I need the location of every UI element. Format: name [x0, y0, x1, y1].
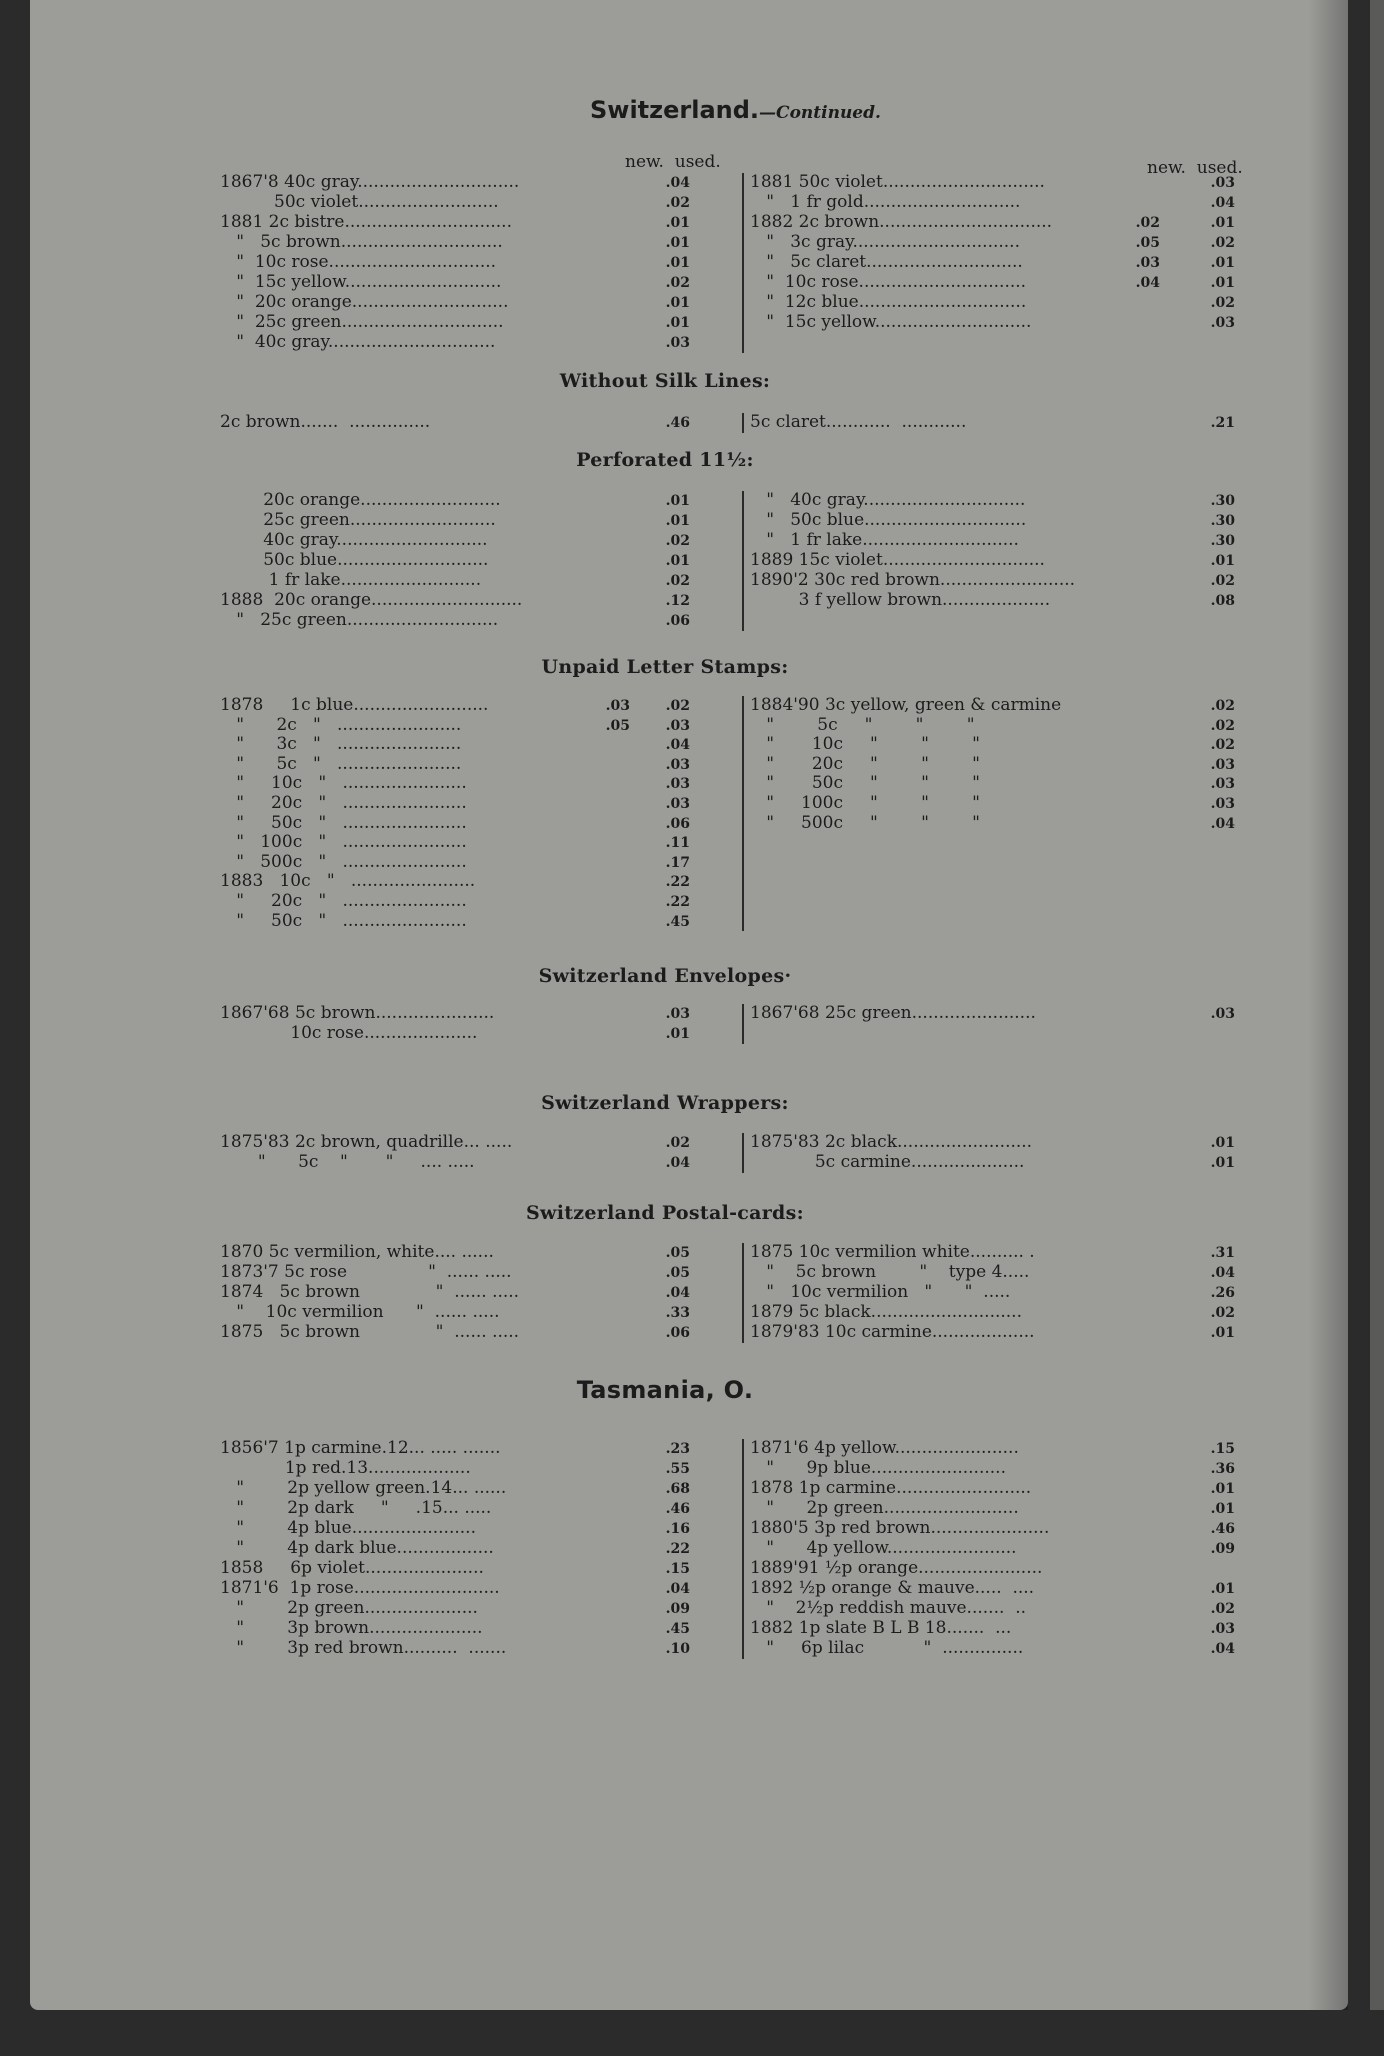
sec1-left-row-text: 1867'8 40c gray.............................. — [220, 173, 520, 192]
postal_cards-left-row-used: .33 — [665, 1305, 690, 1321]
unpaid-left-row-text: " 500c " ....................... — [220, 852, 467, 872]
sec1-left-row-used: .03 — [665, 335, 690, 351]
envelopes-left-row-used: .01 — [665, 1026, 690, 1042]
unpaid-right-row-used: .03 — [1210, 796, 1235, 812]
perforated-left-row-used: .01 — [665, 553, 690, 569]
col-header-left: new. used. — [625, 152, 721, 172]
postal_cards-right-row-used: .04 — [1210, 1265, 1235, 1281]
tasmania-right-row-used: .01 — [1210, 1581, 1235, 1597]
unpaid-left-row-text: 1883 10c " ....................... — [220, 872, 476, 892]
tasmania-left-row-text: 1856'7 1p carmine.12... ..... ....... — [220, 1439, 501, 1458]
perforated-left-row-used: .12 — [665, 593, 690, 609]
without_silk-heading: Without Silk Lines: — [559, 370, 771, 392]
tasmania-right-row-text: 1871'6 4p yellow....................... — [750, 1439, 1019, 1458]
unpaid-right-row-used: .03 — [1210, 756, 1235, 773]
sec1-right-row-used: .02 — [1210, 235, 1235, 251]
unpaid-left-row-used: .04 — [665, 737, 690, 754]
tasmania-left-row-used: .22 — [665, 1541, 690, 1557]
tasmania-left-row-used: .68 — [665, 1481, 690, 1497]
unpaid-left-row-text: " 100c " ....................... — [220, 833, 467, 853]
postal_cards-left-row-used: .05 — [665, 1245, 690, 1261]
envelopes-left-row-used: .03 — [665, 1006, 690, 1022]
postal_cards-left-row-text: 1874 5c brown " ...... ..... — [220, 1283, 520, 1302]
sec1-right-row-new: .04 — [1135, 275, 1160, 291]
title-text: Switzerland. — [590, 96, 760, 124]
unpaid-left-row-used: .03 — [665, 776, 690, 793]
col-header-right: new. used. — [1147, 158, 1243, 178]
postal_cards-left-row-text: 1873'7 5c rose " ...... ..... — [220, 1263, 512, 1282]
sec1-left-row-text: " 40c gray............................... — [220, 333, 496, 352]
postal_cards-right-row-used: .02 — [1210, 1305, 1235, 1321]
wrappers-right-row-used: .01 — [1210, 1155, 1235, 1171]
unpaid-right-row-text: " 20c " " " — [750, 754, 980, 774]
perforated-left-row-text: " 25c green............................ — [220, 611, 499, 630]
perforated-column-divider — [742, 491, 744, 631]
tasmania-right-row-used: .02 — [1210, 1601, 1235, 1617]
tasmania-column-divider — [742, 1439, 744, 1659]
sec1-left-row-used: .02 — [665, 195, 690, 211]
unpaid-left-row-used: .06 — [665, 815, 690, 832]
unpaid-right-row-used: .02 — [1210, 717, 1235, 734]
tasmania-left-row-text: " 4p blue....................... — [220, 1519, 476, 1538]
postal_cards-heading: Switzerland Postal-cards: — [526, 1202, 804, 1224]
tasmania-left-row-used: .55 — [665, 1461, 690, 1477]
unpaid-left-row-text: " 50c " ....................... — [220, 911, 467, 931]
unpaid-left-row-new: .05 — [605, 717, 630, 734]
unpaid-left-row-used: .22 — [665, 894, 690, 910]
unpaid-left-row-used: .02 — [665, 698, 690, 714]
sec1-left-row-used: .04 — [665, 175, 690, 191]
postal_cards-right-row-used: .01 — [1210, 1325, 1235, 1341]
unpaid-left-row-text: " 20c " ....................... — [220, 794, 467, 813]
without_silk-right-row-text: 5c claret............ ............ — [750, 413, 967, 432]
wrappers-left-row-used: .02 — [665, 1135, 690, 1151]
unpaid-left-row-text: " 3c " ....................... — [220, 735, 462, 755]
tasmania-left-row-used: .46 — [665, 1501, 690, 1517]
perforated-left-row-text: 20c orange.......................... — [220, 491, 501, 510]
without_silk-left-row-text: 2c brown....... ............... — [220, 413, 431, 432]
perforated-left-row-text: 40c gray............................ — [220, 531, 488, 550]
unpaid-left-row-used: .17 — [665, 854, 690, 871]
tasmania-left-row-used: .09 — [665, 1601, 690, 1617]
unpaid-right-row-used: .03 — [1210, 776, 1235, 793]
unpaid-left-row-used: .11 — [665, 835, 690, 852]
postal_cards-right-row-used: .26 — [1210, 1285, 1235, 1301]
unpaid-right-row-text: " 50c " " " — [750, 774, 980, 794]
tasmania-left-row-text: " 2p green..................... — [220, 1599, 478, 1618]
tasmania-left-row-text: " 4p dark blue.................. — [220, 1539, 494, 1558]
postal_cards-right-row-text: " 10c vermilion " " ..... — [750, 1283, 1011, 1302]
perforated-left-row-used: .02 — [665, 533, 690, 549]
perforated-left-row-text: 25c green........................... — [220, 511, 496, 530]
sec1-right-row-used: .01 — [1210, 275, 1235, 291]
perforated-left-row-used: .01 — [665, 513, 690, 529]
unpaid-left-row-used: .22 — [665, 874, 690, 891]
unpaid-left-row-text: " 5c " ....................... — [220, 754, 462, 774]
envelopes-left-row-text: 10c rose..................... — [220, 1024, 478, 1043]
unpaid-right-row-text: " 100c " " " — [750, 794, 980, 813]
envelopes-right-row-used: .03 — [1210, 1006, 1235, 1022]
wrappers-left-row-text: " 5c " " .... ..... — [220, 1153, 475, 1172]
unpaid-left-row-text: " 50c " ....................... — [220, 813, 467, 833]
sec1-right-row-new: .02 — [1135, 215, 1160, 231]
perforated-left-row-used: .06 — [665, 613, 690, 629]
postal_cards-left-row-used: .04 — [665, 1285, 690, 1301]
postal_cards-right-row-text: 1875 10c vermilion white.......... . — [750, 1243, 1035, 1262]
tasmania-left-row-used: .15 — [665, 1561, 690, 1577]
catalog-page — [30, 0, 1348, 2010]
perforated-right-row-used: .30 — [1210, 493, 1235, 509]
without_silk-column-divider — [742, 413, 744, 433]
tasmania-right-row-used: .15 — [1210, 1441, 1235, 1457]
postal_cards-column-divider — [742, 1243, 744, 1343]
tasmania-left-row-text: 1858 6p violet...................... — [220, 1559, 484, 1578]
tasmania-right-row-used: .01 — [1210, 1481, 1235, 1497]
tasmania-right-row-used: .01 — [1210, 1501, 1235, 1517]
unpaid-left-row-text: 1878 1c blue......................... — [220, 696, 489, 715]
tasmania-right-row-text: 1889'91 ½p orange....................... — [750, 1559, 1043, 1578]
sec1-right-row-text: " 1 fr gold............................. — [750, 193, 1021, 212]
perforated-right-row-text: " 1 fr lake............................. — [750, 531, 1019, 550]
tasmania-left-row-used: .04 — [665, 1581, 690, 1597]
perforated-right-row-text: 3 f yellow brown.................... — [750, 591, 1051, 610]
page-edge-shadow — [1370, 0, 1384, 2010]
sec1-left-row-used: .01 — [665, 315, 690, 331]
perforated-right-row-used: .30 — [1210, 513, 1235, 529]
postal_cards-right-row-text: 1879'83 10c carmine................... — [750, 1323, 1035, 1342]
tasmania-heading: Tasmania, O. — [576, 1376, 754, 1404]
postal_cards-left-row-text: 1870 5c vermilion, white.... ...... — [220, 1243, 494, 1262]
unpaid-right-row-text: 1884'90 3c yellow, green & carmine — [750, 696, 1062, 715]
tasmania-right-row-used: .03 — [1210, 1621, 1235, 1637]
sec1-right-row-text: " 12c blue............................... — [750, 293, 1027, 312]
unpaid-left-row-text: " 2c " ....................... — [220, 715, 462, 735]
tasmania-right-row-text: 1878 1p carmine......................... — [750, 1479, 1032, 1498]
perforated-right-row-used: .30 — [1210, 533, 1235, 549]
perforated-right-row-text: 1889 15c violet.............................. — [750, 551, 1045, 570]
sec1-right-row-text: 1882 2c brown................................ — [750, 213, 1053, 232]
sec1-left-row-used: .02 — [665, 275, 690, 291]
tasmania-right-row-text: " 9p blue......................... — [750, 1459, 1006, 1478]
perforated-heading: Perforated 11½: — [576, 449, 754, 471]
page-title — [590, 96, 881, 124]
tasmania-right-row-text: 1880'5 3p red brown...................... — [750, 1519, 1050, 1538]
wrappers-right-row-text: 5c carmine..................... — [750, 1153, 1025, 1172]
tasmania-right-row-text: " 2p green......................... — [750, 1499, 1019, 1518]
tasmania-left-row-used: .10 — [665, 1641, 690, 1657]
wrappers-right-row-used: .01 — [1210, 1135, 1235, 1151]
wrappers-heading: Switzerland Wrappers: — [541, 1092, 789, 1114]
wrappers-left-row-text: 1875'83 2c brown, quadrille... ..... — [220, 1133, 513, 1152]
sec1-right-row-text: " 3c gray............................... — [750, 233, 1020, 252]
tasmania-left-row-used: .23 — [665, 1441, 690, 1457]
perforated-left-row-text: 50c blue............................ — [220, 551, 489, 570]
sec1-right-row-new: .03 — [1135, 255, 1160, 271]
tasmania-left-row-text: " 2p yellow green.14... ...... — [220, 1479, 507, 1498]
sec1-left-row-text: 50c violet.......................... — [220, 193, 499, 212]
sec1-left-row-text: " 25c green.............................. — [220, 313, 504, 332]
postal_cards-left-row-used: .05 — [665, 1265, 690, 1281]
sec1-right-row-text: " 15c yellow............................. — [750, 313, 1032, 332]
envelopes-left-row-text: 1867'68 5c brown...................... — [220, 1004, 495, 1023]
tasmania-left-row-text: " 3p brown..................... — [220, 1619, 483, 1638]
without_silk-left-row-used: .46 — [665, 415, 690, 431]
wrappers-right-row-text: 1875'83 2c black......................... — [750, 1133, 1033, 1152]
sec1-right-row-text: 1881 50c violet.............................. — [750, 173, 1045, 192]
perforated-right-row-used: .08 — [1210, 593, 1235, 609]
unpaid-column-divider — [742, 696, 744, 931]
title-continued: —Continued. — [759, 103, 881, 123]
sec1-right-row-used: .03 — [1210, 315, 1235, 331]
sec1-right-row-used: .04 — [1210, 195, 1235, 211]
unpaid-heading: Unpaid Letter Stamps: — [541, 656, 789, 678]
envelopes-heading: Switzerland Envelopes· — [538, 965, 792, 987]
envelopes-right-row-text: 1867'68 25c green....................... — [750, 1004, 1036, 1023]
unpaid-left-row-used: .03 — [665, 717, 690, 734]
tasmania-right-row-text: " 6p lilac " ............... — [750, 1639, 1024, 1658]
wrappers-column-divider — [742, 1133, 744, 1173]
unpaid-right-row-used: .04 — [1210, 815, 1235, 832]
sec1-left-row-used: .01 — [665, 215, 690, 231]
sec1-left-row-used: .01 — [665, 295, 690, 311]
perforated-right-row-used: .01 — [1210, 553, 1235, 569]
unpaid-right-row-used: .02 — [1210, 737, 1235, 754]
postal_cards-right-row-text: " 5c brown " type 4..... — [750, 1263, 1030, 1282]
wrappers-left-row-used: .04 — [665, 1155, 690, 1171]
unpaid-left-row-used: .03 — [665, 796, 690, 812]
tasmania-right-row-text: 1882 1p slate B L B 18....... ... — [750, 1619, 1012, 1638]
perforated-left-row-text: 1888 20c orange............................ — [220, 591, 523, 610]
postal_cards-left-row-text: 1875 5c brown " ...... ..... — [220, 1323, 520, 1342]
sec1-left-row-text: 1881 2c bistre............................... — [220, 213, 512, 232]
tasmania-right-row-text: 1892 ½p orange & mauve..... .... — [750, 1579, 1035, 1598]
postal_cards-left-row-used: .06 — [665, 1325, 690, 1341]
perforated-right-row-text: " 50c blue.............................. — [750, 511, 1027, 530]
sec1-left-row-text: " 15c yellow............................. — [220, 273, 502, 292]
sec1-column-divider — [742, 173, 744, 353]
sec1-left-row-used: .01 — [665, 255, 690, 271]
perforated-right-row-text: 1890'2 30c red brown......................... — [750, 571, 1076, 590]
perforated-left-row-used: .01 — [665, 493, 690, 509]
postal_cards-right-row-text: 1879 5c black............................ — [750, 1303, 1022, 1322]
without_silk-right-row-used: .21 — [1210, 415, 1235, 431]
unpaid-left-row-new: .03 — [605, 698, 630, 714]
tasmania-left-row-used: .16 — [665, 1521, 690, 1537]
sec1-right-row-used: .01 — [1210, 255, 1235, 271]
postal_cards-right-row-used: .31 — [1210, 1245, 1235, 1261]
sec1-left-row-used: .01 — [665, 235, 690, 251]
unpaid-left-row-used: .03 — [665, 756, 690, 773]
tasmania-right-row-text: " 2½p reddish mauve....... .. — [750, 1599, 1027, 1618]
tasmania-left-row-text: 1p red.13................... — [220, 1459, 471, 1478]
unpaid-right-row-used: .02 — [1210, 698, 1235, 714]
tasmania-right-row-text: " 4p yellow........................ — [750, 1539, 1017, 1558]
unpaid-right-row-text: " 5c " " " — [750, 715, 975, 735]
sec1-right-row-text: " 10c rose............................... — [750, 273, 1027, 292]
sec1-right-row-used: .03 — [1210, 175, 1235, 191]
tasmania-left-row-used: .45 — [665, 1621, 690, 1637]
envelopes-column-divider — [742, 1004, 744, 1044]
sec1-right-row-used: .02 — [1210, 295, 1235, 311]
perforated-left-row-used: .02 — [665, 573, 690, 589]
sec1-right-row-text: " 5c claret............................. — [750, 253, 1023, 272]
sec1-left-row-text: " 5c brown.............................. — [220, 233, 503, 252]
tasmania-right-row-used: .46 — [1210, 1521, 1235, 1537]
sec1-right-row-new: .05 — [1135, 235, 1160, 251]
sec1-left-row-text: " 10c rose............................... — [220, 253, 497, 272]
unpaid-right-row-text: " 10c " " " — [750, 735, 980, 755]
tasmania-right-row-used: .04 — [1210, 1641, 1235, 1657]
sec1-right-row-used: .01 — [1210, 215, 1235, 231]
postal_cards-left-row-text: " 10c vermilion " ...... ..... — [220, 1303, 500, 1322]
tasmania-left-row-text: " 3p red brown.......... ....... — [220, 1639, 507, 1658]
tasmania-left-row-text: " 2p dark " .15... ..... — [220, 1499, 492, 1518]
tasmania-right-row-used: .09 — [1210, 1541, 1235, 1557]
perforated-right-row-used: .02 — [1210, 573, 1235, 589]
tasmania-right-row-used: .36 — [1210, 1461, 1235, 1477]
tasmania-left-row-text: 1871'6 1p rose........................... — [220, 1579, 500, 1598]
perforated-right-row-text: " 40c gray.............................. — [750, 491, 1026, 510]
unpaid-left-row-text: " 20c " ....................... — [220, 892, 467, 911]
perforated-left-row-text: 1 fr lake.......................... — [220, 571, 482, 590]
unpaid-left-row-text: " 10c " ....................... — [220, 774, 467, 794]
unpaid-left-row-used: .45 — [665, 913, 690, 930]
sec1-left-row-text: " 20c orange............................. — [220, 293, 509, 312]
unpaid-right-row-text: " 500c " " " — [750, 813, 980, 833]
